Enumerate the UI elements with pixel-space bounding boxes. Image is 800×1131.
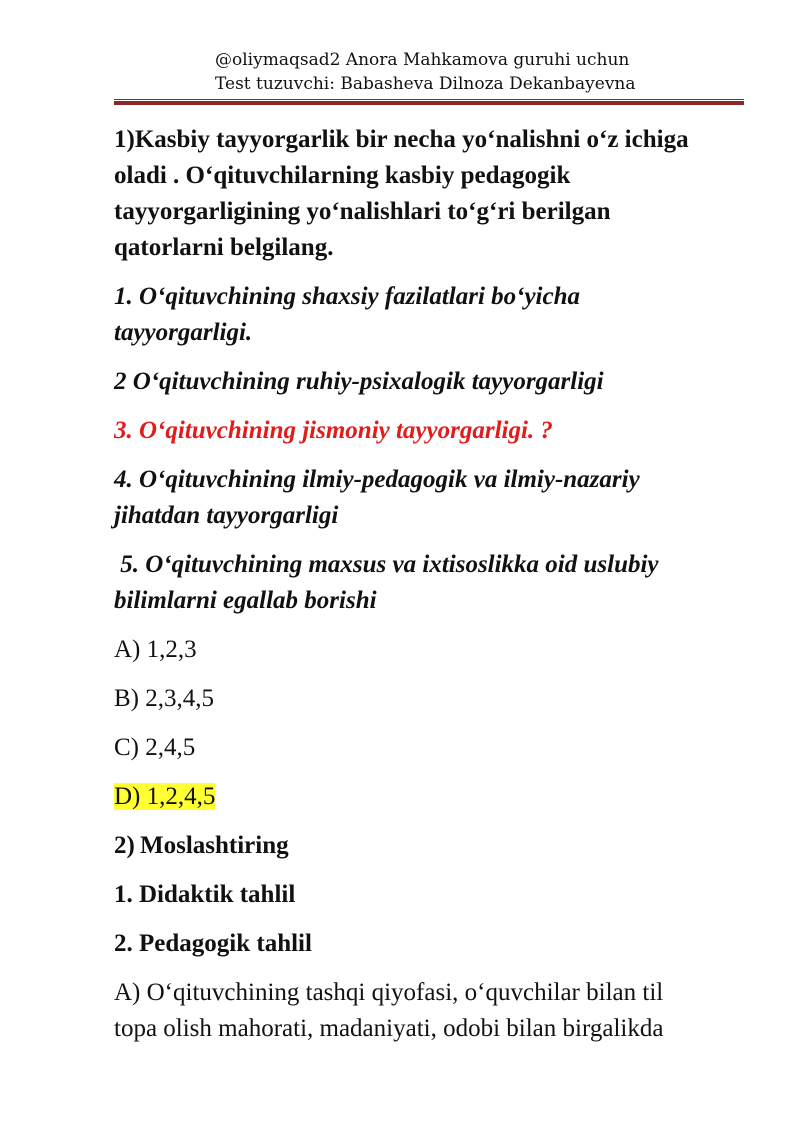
- item-line: jihatdan tayyorgarligi: [114, 502, 339, 529]
- question-1-line: qatorlarni belgilang.: [114, 234, 334, 261]
- question-1-item-4: [114, 462, 742, 534]
- question-1-option-d-correct: [114, 779, 742, 815]
- item-line: 5. O‘qituvchining maxsus va ixtisoslikka oid uslubiy: [114, 551, 659, 578]
- question-1-item-3: 3. O‘qituvchining jismoniy tayyorgarligi. ?: [114, 417, 553, 444]
- highlighted-answer: D) 1,2,4,5: [114, 783, 216, 810]
- question-1-option-b: B) 2,3,4,5: [114, 685, 214, 712]
- page-header: [215, 48, 735, 96]
- question-1-option-c: C) 2,4,5: [114, 734, 196, 761]
- header-line-1: @oliymaqsad2 Anora Mahkamova guruhi uchun: [215, 50, 630, 70]
- header-divider-thin: [114, 99, 744, 100]
- option-line: A) O‘qituvchining tashqi qiyofasi, o‘quvchilar bilan til: [114, 979, 664, 1006]
- header-divider-thick: [114, 101, 744, 105]
- item-line: tayyorgarligi.: [114, 319, 253, 346]
- question-1-item-2: 2 O‘qituvchining ruhiy-psixalogik tayyorgarligi: [114, 368, 604, 395]
- question-1-line: tayyorgarligining yo‘nalishlari to‘g‘ri berilgan: [114, 198, 611, 225]
- item-line: bilimlarni egallab borishi: [114, 587, 377, 614]
- question-1-line: 1)Kasbiy tayyorgarlik bir necha yo‘nalishni o‘z ichiga: [114, 126, 689, 153]
- document-body: [114, 118, 742, 1047]
- question-2-item-2: 2. Pedagogik tahlil: [114, 930, 312, 957]
- question-1-item-5: [114, 547, 742, 619]
- question-1-option-a: A) 1,2,3: [114, 636, 197, 663]
- question-1-item-1: [114, 279, 742, 351]
- question-2-title: [114, 828, 742, 864]
- question-1-line: oladi . O‘qituvchilarning kasbiy pedagogik: [114, 162, 571, 189]
- item-line: 1. O‘qituvchining shaxsiy fazilatlari bo‘yicha: [114, 283, 581, 310]
- question-2-item-1: 1. Didaktik tahlil: [114, 881, 296, 908]
- item-line: 4. O‘qituvchining ilmiy-pedagogik va ilmiy-nazariy: [114, 466, 640, 493]
- question-2-option-a: [114, 975, 742, 1047]
- question-1-text: [114, 122, 742, 266]
- question-2-title-text: Moslashtiring: [140, 832, 289, 859]
- question-2-number: 2): [114, 832, 135, 859]
- option-line: topa olish mahorati, madaniyati, odobi bilan birgalikda: [114, 1015, 664, 1042]
- header-line-2: Test tuzuvchi: Babasheva Dilnoza Dekanbayevna: [215, 74, 636, 94]
